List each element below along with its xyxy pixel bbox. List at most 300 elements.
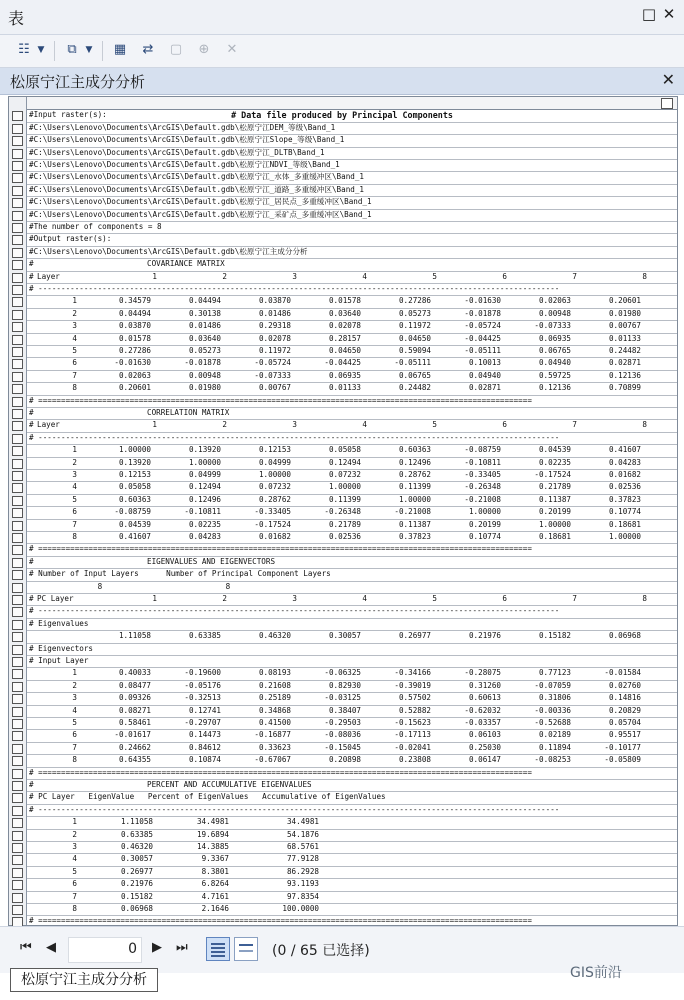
matrix-cell: -0.10177 [604, 742, 641, 752]
matrix-cell: 0.08477 [118, 680, 151, 690]
table-row[interactable] [27, 742, 677, 755]
row-selector[interactable] [12, 446, 23, 456]
row-selector[interactable] [12, 843, 23, 853]
matrix-cell: -0.01878 [464, 308, 501, 318]
table-row[interactable] [27, 692, 677, 705]
table-row[interactable] [27, 593, 677, 606]
table-row[interactable] [27, 345, 677, 358]
row-selector[interactable] [12, 657, 23, 667]
table-row[interactable] [27, 779, 677, 792]
row-selector[interactable] [12, 186, 23, 196]
matrix-cell: 0.03640 [328, 308, 361, 318]
table-row[interactable] [27, 878, 677, 891]
matrix-cell: 1.00000 [538, 519, 571, 529]
matrix-cell: 0.02235 [188, 519, 221, 529]
table-row[interactable] [27, 407, 677, 420]
row-selector[interactable] [12, 235, 23, 245]
table-row[interactable] [27, 432, 677, 445]
table-row[interactable] [27, 581, 677, 594]
table-row[interactable] [27, 159, 677, 172]
layer-index: 7 [72, 742, 77, 752]
row-text: #C:\Users\Lenovo\Documents\ArcGIS\Default.gdb\松原宁江_采矿点_多重缓冲区\Band_1 [29, 209, 372, 219]
matrix-cell: -0.10811 [464, 457, 501, 467]
matrix-cell: 0.12496 [398, 457, 431, 467]
matrix-cell: 0.12136 [608, 370, 641, 380]
matrix-cell: 0.02871 [608, 358, 641, 368]
table-row[interactable] [27, 543, 677, 556]
table-row[interactable] [27, 531, 677, 544]
eigen-cell: 100.0000 [282, 904, 319, 913]
matrix-cell: -0.19600 [184, 668, 221, 678]
matrix-cell: 0.18681 [608, 519, 641, 529]
row-selector[interactable] [12, 583, 23, 593]
row-selector[interactable] [12, 595, 23, 605]
table-row[interactable] [27, 618, 677, 631]
matrix-cell: 0.31260 [468, 680, 501, 690]
row-selector[interactable] [12, 471, 23, 481]
eigen-cell: 77.9128 [286, 854, 319, 864]
matrix-cell: 1.00000 [118, 445, 151, 455]
layer-index: 6 [72, 879, 77, 889]
row-selector[interactable] [12, 260, 23, 270]
matrix-cell: 0.11387 [398, 519, 431, 529]
section-title: EIGENVALUES AND EIGENVECTORS [147, 556, 276, 566]
table-row[interactable] [27, 853, 677, 866]
matrix-cell: -0.34166 [394, 668, 431, 678]
table-row[interactable] [27, 122, 677, 135]
current-record-value: 0 [128, 941, 137, 957]
matrix-cell: 0.04650 [398, 333, 431, 343]
chevron-down-icon[interactable]: ▼ [85, 45, 93, 55]
table-row[interactable] [27, 605, 677, 618]
row-selector[interactable] [12, 335, 23, 345]
layer-index: 2 [72, 680, 77, 690]
matrix-cell: 0.28762 [398, 470, 431, 479]
table-row[interactable] [27, 283, 677, 296]
maximize-icon[interactable]: □ [641, 5, 657, 23]
row-selector[interactable] [12, 818, 23, 828]
matrix-cell: 0.15182 [538, 631, 571, 641]
row-selector[interactable] [12, 124, 23, 134]
matrix-cell: 0.24662 [118, 742, 151, 752]
matrix-cell: 0.01133 [328, 383, 361, 393]
row-selector[interactable] [12, 744, 23, 754]
row-hash: # [29, 271, 34, 281]
table-tab[interactable]: 松原宁江主成分分析 [10, 968, 158, 992]
row-selector[interactable] [12, 645, 23, 655]
zoom-to-selected-icon[interactable]: ⊕ [198, 42, 210, 57]
row-selector[interactable] [12, 397, 23, 407]
matrix-cell: 0.77123 [538, 668, 571, 678]
matrix-cell: -0.01630 [464, 296, 501, 306]
row-selector[interactable] [12, 756, 23, 766]
matrix-cell: 0.82930 [328, 680, 361, 690]
table-row[interactable] [27, 320, 677, 333]
row-selector[interactable] [12, 607, 23, 617]
layer-index: 1 [72, 668, 77, 678]
row-selector[interactable] [12, 173, 23, 183]
matrix-cell: 0.04283 [608, 457, 641, 467]
matrix-cell: 1.00000 [188, 457, 221, 467]
table-row[interactable] [27, 258, 677, 271]
matrix-cell: 0.24482 [608, 346, 641, 355]
table-row[interactable] [27, 209, 677, 222]
table-row[interactable] [27, 171, 677, 184]
delete-selected-icon[interactable]: ✕ [226, 42, 238, 57]
row-selector[interactable] [12, 161, 23, 171]
eigen-cell: 0.06968 [120, 904, 153, 913]
matrix-cell: 0.21789 [538, 482, 571, 492]
row-text: #C:\Users\Lenovo\Documents\ArcGIS\Default.gdb\松原宁江NDVI_等级\Band_1 [29, 160, 340, 169]
table-row[interactable] [27, 729, 677, 742]
select-by-attributes-icon[interactable]: ▦ [113, 42, 127, 57]
previous-record-icon[interactable]: ◀ [46, 940, 56, 955]
matrix-cell: 0.21608 [258, 680, 291, 690]
table-row[interactable] [27, 667, 677, 680]
matrix-cell: 0.70899 [608, 383, 641, 393]
equals-separator: # ============================================================================================================ [29, 544, 532, 554]
row-selector[interactable] [12, 149, 23, 159]
row-selector[interactable] [12, 483, 23, 493]
layer-index: 8 [72, 383, 77, 393]
matrix-cell: 0.25189 [258, 693, 291, 703]
eigen-cell: 8.3801 [201, 866, 229, 876]
current-record-input[interactable] [68, 937, 142, 963]
table-row[interactable] [27, 717, 677, 730]
matrix-cell: 1.00000 [258, 470, 291, 479]
row-selector[interactable] [12, 781, 23, 791]
matrix-cell: -0.16877 [254, 730, 291, 740]
table-row[interactable] [27, 370, 677, 383]
attribute-grid [8, 96, 678, 926]
row-selector[interactable] [12, 285, 23, 295]
matrix-cell: 0.02078 [258, 333, 291, 343]
eigen-cell: 68.5761 [286, 842, 319, 851]
row-selector[interactable] [12, 211, 23, 221]
matrix-cell: -0.17524 [254, 519, 291, 529]
matrix-cell: 0.30138 [188, 308, 221, 318]
row-selector[interactable] [12, 570, 23, 580]
row-selector[interactable] [12, 620, 23, 630]
matrix-cell: 0.04999 [258, 457, 291, 467]
matrix-cell: -0.21008 [394, 507, 431, 517]
layer-index: 4 [72, 854, 77, 864]
chevron-down-icon[interactable]: ▼ [37, 45, 45, 55]
column-index: 2 [222, 594, 227, 603]
eigen-cell: 0.26977 [120, 866, 153, 876]
column-index: 7 [572, 271, 577, 281]
row-selector[interactable] [12, 731, 23, 741]
table-row[interactable] [27, 271, 677, 284]
row-selector[interactable] [12, 198, 23, 208]
row-selector[interactable] [12, 459, 23, 469]
matrix-cell: 0.24482 [398, 383, 431, 393]
matrix-cell: 0.63385 [188, 631, 221, 641]
matrix-cell: 0.03640 [188, 333, 221, 343]
matrix-cell: 0.10774 [468, 532, 501, 541]
layer-index: 6 [72, 730, 77, 740]
row-selector[interactable] [12, 545, 23, 555]
row-selector[interactable] [12, 793, 23, 803]
matrix-cell: 0.13920 [188, 445, 221, 455]
column-index: 8 [642, 594, 647, 603]
layer-label: PC Layer [37, 594, 74, 603]
matrix-cell: -0.62032 [464, 705, 501, 715]
table-row[interactable] [27, 791, 677, 804]
table-row[interactable] [27, 469, 677, 482]
matrix-cell: 0.09326 [118, 693, 151, 703]
row-selector[interactable] [12, 359, 23, 369]
first-record-icon[interactable]: ⏮ [20, 940, 32, 955]
table-row[interactable] [27, 680, 677, 693]
matrix-cell: -0.06325 [324, 668, 361, 678]
matrix-cell: 0.28762 [258, 494, 291, 504]
table-row[interactable] [27, 643, 677, 656]
section-title: CORRELATION MATRIX [147, 408, 230, 417]
matrix-cell: 0.60613 [468, 693, 501, 703]
matrix-cell: 0.20199 [468, 519, 501, 529]
eigen-cell: 0.46320 [120, 842, 153, 851]
column-index: 5 [432, 594, 437, 603]
matrix-cell: 0.27286 [118, 346, 151, 355]
table-row[interactable] [27, 568, 677, 581]
row-selector[interactable] [12, 533, 23, 543]
column-index: 7 [572, 420, 577, 430]
dash-separator: # ------------------------------------------------------------------------------------------------------------------ [29, 432, 560, 442]
row-selector[interactable] [12, 719, 23, 729]
column-index: 3 [292, 594, 297, 603]
row-text: # Eigenvalues [29, 618, 89, 628]
column-index: 7 [572, 594, 577, 603]
matrix-cell: 1.11058 [118, 631, 151, 641]
row-text: # Input Layer [29, 656, 89, 665]
layer-index: 7 [72, 519, 77, 529]
matrix-cell: -0.15623 [394, 718, 431, 727]
layer-index: 3 [72, 321, 77, 331]
table-row[interactable] [27, 866, 677, 879]
row-selector[interactable] [12, 521, 23, 531]
close-tab-icon[interactable]: ✕ [661, 70, 675, 89]
row-text: #Input raster(s): [29, 110, 107, 120]
column-resize-icon[interactable] [661, 98, 673, 109]
matrix-cell: -0.15045 [324, 742, 361, 752]
layer-index: 8 [72, 904, 77, 913]
column-index: 5 [432, 271, 437, 281]
dash-separator: # ------------------------------------------------------------------------------------------------------------------ [29, 606, 560, 616]
table-row[interactable] [27, 655, 677, 668]
matrix-cell: 0.29318 [258, 321, 291, 331]
matrix-cell: 0.03870 [258, 296, 291, 306]
matrix-cell: 0.64355 [118, 755, 151, 765]
equals-separator: # ============================================================================================================ [29, 916, 532, 926]
matrix-cell: 0.04940 [538, 358, 571, 368]
row-selector[interactable] [12, 905, 23, 915]
column-index: 6 [502, 420, 507, 430]
matrix-cell: 0.41607 [608, 445, 641, 455]
matrix-cell: -0.17113 [394, 730, 431, 740]
layer-index: 7 [72, 370, 77, 380]
row-selector[interactable] [12, 508, 23, 518]
table-row[interactable] [27, 481, 677, 494]
matrix-cell: -0.26348 [464, 482, 501, 492]
table-row[interactable] [27, 767, 677, 780]
close-window-icon[interactable]: ✕ [662, 5, 676, 23]
row-selector[interactable] [12, 372, 23, 382]
matrix-cell: 0.02235 [538, 457, 571, 467]
matrix-cell: -0.08036 [324, 730, 361, 740]
table-row[interactable] [27, 147, 677, 160]
matrix-cell: -0.00336 [534, 705, 571, 715]
row-selector[interactable] [12, 111, 23, 121]
matrix-cell: 0.10874 [188, 755, 221, 765]
clear-selection-icon[interactable]: ▢ [169, 42, 183, 57]
matrix-cell: 0.60363 [118, 494, 151, 504]
table-row[interactable] [27, 109, 677, 122]
table-row[interactable] [27, 419, 677, 432]
table-row[interactable] [27, 705, 677, 718]
matrix-cell: 0.07232 [258, 482, 291, 492]
matrix-cell: -0.08759 [464, 445, 501, 455]
table-row[interactable] [27, 357, 677, 370]
matrix-cell: 0.05704 [608, 718, 641, 727]
table-row[interactable] [27, 444, 677, 457]
row-text: #The number of components = 8 [29, 222, 162, 231]
matrix-cell: 0.11399 [328, 494, 361, 504]
window-title: 表 [8, 9, 25, 28]
row-selector[interactable] [12, 310, 23, 320]
table-row[interactable] [27, 395, 677, 408]
row-selector[interactable] [12, 694, 23, 704]
row-selector[interactable] [12, 297, 23, 307]
column-index: 4 [362, 594, 367, 603]
table-row[interactable] [27, 630, 677, 643]
row-selector[interactable] [12, 880, 23, 890]
column-index: 3 [292, 420, 297, 430]
toolbar-separator [102, 41, 103, 61]
table-row[interactable] [27, 333, 677, 346]
row-selector[interactable] [12, 855, 23, 865]
row-hash: # [29, 556, 34, 566]
eigen-cell: 34.4981 [196, 817, 229, 827]
table-options-icon[interactable]: ☷ [18, 42, 30, 57]
matrix-cell: -0.07333 [534, 321, 571, 331]
row-selector[interactable] [12, 409, 23, 419]
row-selector[interactable] [12, 558, 23, 568]
table-row[interactable] [27, 221, 677, 234]
row-text: #Output raster(s): [29, 234, 112, 244]
table-row[interactable] [27, 184, 677, 197]
matrix-cell: 0.01486 [188, 321, 221, 331]
table-row[interactable] [27, 295, 677, 308]
show-selected-records-icon[interactable] [234, 937, 258, 961]
table-row[interactable] [27, 134, 677, 147]
switch-selection-icon[interactable]: ⇄ [142, 42, 154, 57]
row-hash: # [29, 594, 34, 603]
matrix-cell: 0.01682 [258, 532, 291, 541]
row-selector[interactable] [12, 421, 23, 431]
table-row[interactable] [27, 382, 677, 395]
matrix-cell: -0.01630 [114, 358, 151, 368]
related-tables-icon[interactable]: ⧉ [67, 42, 77, 57]
row-selector[interactable] [12, 806, 23, 816]
row-selector[interactable] [12, 769, 23, 779]
row-selector[interactable] [12, 707, 23, 717]
column-index: 6 [502, 594, 507, 603]
table-row[interactable] [27, 556, 677, 569]
layer-index: 2 [72, 829, 77, 839]
equals-separator: # ============================================================================================================ [29, 767, 532, 777]
row-selector[interactable] [12, 248, 23, 258]
table-row[interactable] [27, 519, 677, 532]
row-selector[interactable] [12, 669, 23, 679]
table-row[interactable] [27, 841, 677, 854]
table-row[interactable] [27, 506, 677, 519]
matrix-cell: -0.17524 [534, 470, 571, 479]
table-row[interactable] [27, 308, 677, 321]
matrix-cell: 0.06935 [328, 370, 361, 380]
row-selector[interactable] [12, 384, 23, 394]
row-selector[interactable] [12, 434, 23, 444]
show-all-records-icon[interactable] [206, 937, 230, 961]
matrix-cell: 0.31806 [538, 693, 571, 703]
table-row[interactable] [27, 196, 677, 209]
matrix-cell: 1.00000 [328, 482, 361, 492]
table-row[interactable] [27, 891, 677, 904]
row-selector[interactable] [12, 223, 23, 233]
row-selector[interactable] [12, 347, 23, 357]
matrix-cell: 0.95517 [608, 730, 641, 740]
matrix-cell: 0.01980 [608, 308, 641, 318]
matrix-cell: 0.37823 [608, 494, 641, 504]
row-selector[interactable] [12, 496, 23, 506]
row-selector[interactable] [12, 893, 23, 903]
matrix-cell: -0.39019 [394, 680, 431, 690]
matrix-cell: 0.00767 [608, 321, 641, 331]
table-row[interactable] [27, 816, 677, 829]
row-selector[interactable] [12, 868, 23, 878]
next-record-icon[interactable]: ▶ [152, 940, 162, 955]
table-row[interactable] [27, 457, 677, 470]
matrix-cell: 0.05058 [118, 482, 151, 492]
table-row[interactable] [27, 233, 677, 246]
row-selector[interactable] [12, 322, 23, 332]
row-selector[interactable] [12, 682, 23, 692]
table-row[interactable] [27, 804, 677, 817]
table-row[interactable] [27, 754, 677, 767]
matrix-cell: 0.11972 [398, 321, 431, 331]
matrix-cell: 0.20898 [328, 755, 361, 765]
table-row[interactable] [27, 494, 677, 507]
matrix-cell: 0.02189 [538, 730, 571, 740]
matrix-cell: 0.01486 [258, 308, 291, 318]
table-row[interactable] [27, 829, 677, 842]
table-row[interactable] [27, 246, 677, 259]
row-selector[interactable] [12, 831, 23, 841]
row-selector[interactable] [12, 136, 23, 146]
table-row[interactable] [27, 903, 677, 916]
matrix-cell: -0.10811 [184, 507, 221, 517]
matrix-cell: 0.08271 [118, 705, 151, 715]
matrix-cell: 0.41500 [258, 718, 291, 727]
matrix-cell: 0.52882 [398, 705, 431, 715]
matrix-cell: 0.05058 [328, 445, 361, 455]
matrix-cell: -0.67067 [254, 755, 291, 765]
last-record-icon[interactable]: ⏭ [176, 940, 188, 955]
row-selector[interactable] [12, 632, 23, 642]
matrix-cell: -0.01584 [604, 668, 641, 678]
layer-index: 6 [72, 358, 77, 368]
row-selector[interactable] [12, 273, 23, 283]
